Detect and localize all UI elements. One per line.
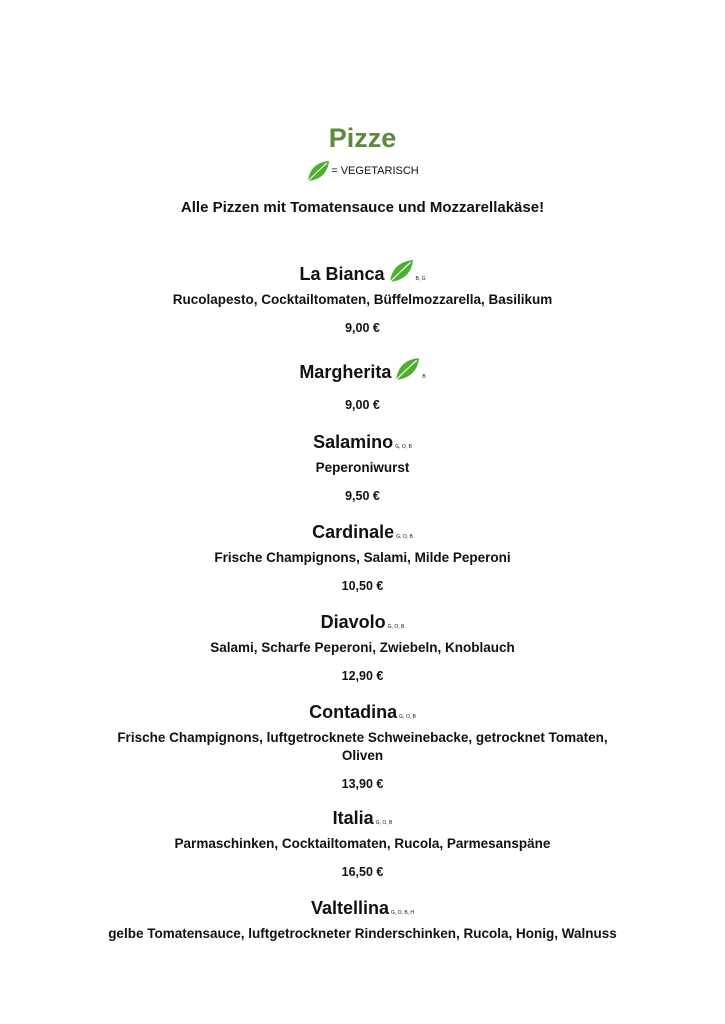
allergen-codes: G, O, B — [387, 624, 405, 630]
item-description: Frische Champignons, Salami, Milde Peperoni — [214, 550, 511, 565]
item-description: Rucolapesto, Cocktailtomaten, Büffelmozzarella, Basilikum — [172, 292, 553, 307]
menu-item — [0, 610, 725, 684]
item-description: Frische Champignons, luftgetrocknete Schweinebacke, getrocknet Tomaten, — [117, 730, 608, 745]
vegetarian-legend — [0, 158, 725, 184]
item-description: Oliven — [341, 748, 384, 763]
menu-item — [0, 430, 725, 504]
menu-item — [0, 896, 725, 943]
item-price: 13,90 € — [341, 777, 384, 791]
intro-text: Alle Pizzen mit Tomatensauce und Mozzarellakäse! — [180, 199, 545, 216]
item-price: 12,90 € — [341, 669, 384, 683]
item-description: gelbe Tomatensauce, luftgetrockneter Rinderschinken, Rucola, Honig, Walnuss — [108, 926, 617, 941]
menu-item — [0, 520, 725, 594]
item-name: Salamino — [313, 432, 394, 452]
item-name: Italia — [332, 808, 374, 828]
menu-item — [0, 259, 725, 336]
allergen-codes: G, O, B — [399, 714, 416, 720]
allergen-codes: B, G — [415, 276, 426, 282]
item-price: 9,00 € — [345, 398, 380, 412]
allergen-codes: G, O, B — [375, 820, 393, 826]
page-title: Pizze — [328, 123, 397, 153]
leaf-icon — [306, 160, 330, 182]
leaf-icon — [394, 357, 420, 381]
item-description: Salami, Scharfe Peperoni, Zwiebeln, Knoblauch — [210, 640, 515, 655]
item-description: Parmaschinken, Cocktailtomaten, Rucola, Parmesanspäne — [174, 836, 551, 851]
allergen-codes: G, O, B, H — [390, 910, 415, 916]
item-name: La Bianca — [299, 264, 385, 284]
item-price: 9,50 € — [345, 489, 380, 503]
item-name: Contadina — [309, 702, 398, 722]
item-price: 10,50 € — [341, 579, 384, 593]
item-price: 16,50 € — [341, 865, 384, 879]
allergen-codes: G, O, B — [395, 444, 412, 450]
item-name: Diavolo — [320, 612, 386, 632]
item-name: Margherita — [299, 362, 392, 382]
menu-item — [0, 700, 725, 792]
item-name: Valtellina — [310, 898, 389, 918]
allergen-codes: B — [422, 374, 426, 380]
leaf-icon — [388, 259, 414, 283]
item-name: Cardinale — [312, 522, 395, 542]
menu-item — [0, 806, 725, 880]
legend-text: = VEGETARISCH — [331, 165, 419, 177]
allergen-codes: G, O, B — [396, 534, 413, 540]
item-price: 9,00 € — [345, 321, 380, 335]
menu-item — [0, 357, 725, 413]
item-description: Peperoniwurst — [315, 460, 410, 475]
